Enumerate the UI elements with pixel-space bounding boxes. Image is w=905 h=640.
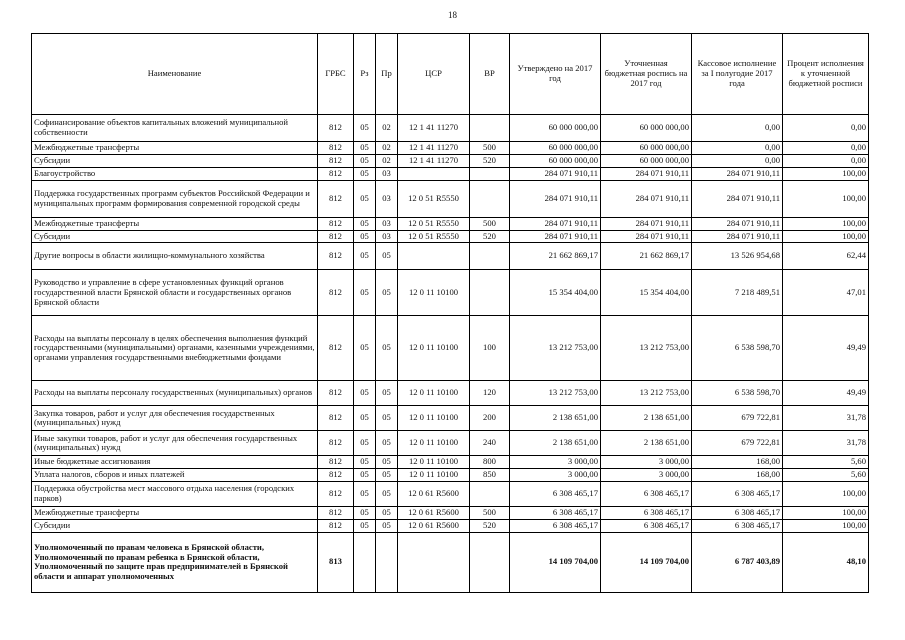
cell-rz: 05 (354, 456, 376, 469)
cell-approved: 13 212 753,00 (510, 316, 601, 381)
cell-percent: 5,60 (783, 469, 869, 482)
cell-cash: 0,00 (692, 142, 783, 155)
header-percent: Процент исполнения к уточненной бюджетной росписи (783, 34, 869, 115)
cell-cash: 6 787 403,89 (692, 532, 783, 592)
table-row (32, 154, 869, 167)
cell-name: Субсидии (32, 154, 318, 167)
cell-pr: 05 (376, 431, 398, 456)
cell-approved: 13 212 753,00 (510, 381, 601, 406)
cell-pr: 05 (376, 270, 398, 316)
header-name: Наименование (32, 34, 318, 115)
table-row (32, 520, 869, 533)
table-row (32, 217, 869, 230)
cell-percent: 49,49 (783, 381, 869, 406)
cell-name: Межбюджетные трансферты (32, 142, 318, 155)
cell-vr (470, 482, 510, 507)
cell-grbs: 812 (318, 482, 354, 507)
table-row (32, 431, 869, 456)
header-cash: Кассовое исполнение за I полугодие 2017 года (692, 34, 783, 115)
cell-refined: 13 212 753,00 (601, 316, 692, 381)
header-pr: Пр (376, 34, 398, 115)
cell-grbs: 812 (318, 243, 354, 270)
cell-pr: 02 (376, 142, 398, 155)
cell-rz: 05 (354, 230, 376, 243)
cell-rz: 05 (354, 217, 376, 230)
cell-name: Расходы на выплаты персоналу государственных (муниципальных) органов (32, 381, 318, 406)
cell-vr: 800 (470, 456, 510, 469)
cell-vr: 500 (470, 507, 510, 520)
cell-grbs: 812 (318, 115, 354, 142)
cell-rz: 05 (354, 243, 376, 270)
cell-vr: 120 (470, 381, 510, 406)
cell-grbs: 812 (318, 431, 354, 456)
cell-vr (470, 532, 510, 592)
cell-refined: 6 308 465,17 (601, 507, 692, 520)
cell-vr (470, 270, 510, 316)
cell-vr (470, 115, 510, 142)
cell-grbs: 812 (318, 456, 354, 469)
cell-name: Руководство и управление в сфере установленных функций органов государственной власти Брянской области и государственных органов Брянской области (32, 270, 318, 316)
cell-vr (470, 180, 510, 217)
cell-approved: 3 000,00 (510, 456, 601, 469)
cell-name: Межбюджетные трансферты (32, 217, 318, 230)
cell-vr: 240 (470, 431, 510, 456)
cell-csr: 12 1 41 11270 (398, 115, 470, 142)
cell-refined: 21 662 869,17 (601, 243, 692, 270)
cell-refined: 284 071 910,11 (601, 180, 692, 217)
table-row (32, 456, 869, 469)
cell-csr: 12 0 11 10100 (398, 456, 470, 469)
cell-rz: 05 (354, 406, 376, 431)
table-row (32, 142, 869, 155)
cell-name: Субсидии (32, 230, 318, 243)
cell-cash: 168,00 (692, 469, 783, 482)
cell-grbs: 812 (318, 381, 354, 406)
cell-cash: 6 538 598,70 (692, 381, 783, 406)
cell-rz: 05 (354, 469, 376, 482)
cell-cash: 168,00 (692, 456, 783, 469)
cell-rz: 05 (354, 115, 376, 142)
cell-vr: 520 (470, 520, 510, 533)
page-number: 18 (448, 10, 457, 20)
table-row (32, 469, 869, 482)
cell-name: Другие вопросы в области жилищно-коммунального хозяйства (32, 243, 318, 270)
cell-vr: 200 (470, 406, 510, 431)
cell-approved: 284 071 910,11 (510, 167, 601, 180)
cell-approved: 2 138 651,00 (510, 406, 601, 431)
cell-refined: 6 308 465,17 (601, 482, 692, 507)
cell-refined: 2 138 651,00 (601, 431, 692, 456)
table-row (32, 180, 869, 217)
cell-name: Уполномоченный по правам человека в Брянской области, Уполномоченный по правам ребенка в Брянской области, Уполномоченный по защите прав предпринимателей в Брянской области и аппарат уполномоченных (32, 532, 318, 592)
cell-percent: 48,10 (783, 532, 869, 592)
cell-vr: 520 (470, 154, 510, 167)
cell-grbs: 812 (318, 230, 354, 243)
header-approved: Утверждено на 2017 год (510, 34, 601, 115)
cell-refined: 3 000,00 (601, 469, 692, 482)
cell-pr: 05 (376, 482, 398, 507)
cell-cash: 679 722,81 (692, 406, 783, 431)
cell-approved: 6 308 465,17 (510, 507, 601, 520)
cell-vr (470, 167, 510, 180)
cell-percent: 100,00 (783, 217, 869, 230)
table-row (32, 532, 869, 592)
table-row (32, 230, 869, 243)
cell-name: Софинансирование объектов капитальных вложений муниципальной собственности (32, 115, 318, 142)
header-rz: Рз (354, 34, 376, 115)
cell-approved: 14 109 704,00 (510, 532, 601, 592)
cell-csr: 12 0 11 10100 (398, 406, 470, 431)
cell-csr: 12 0 11 10100 (398, 381, 470, 406)
cell-cash: 6 538 598,70 (692, 316, 783, 381)
cell-approved: 60 000 000,00 (510, 142, 601, 155)
cell-rz: 05 (354, 142, 376, 155)
cell-grbs: 812 (318, 180, 354, 217)
cell-percent: 0,00 (783, 115, 869, 142)
cell-grbs: 812 (318, 167, 354, 180)
table-row (32, 482, 869, 507)
cell-approved: 3 000,00 (510, 469, 601, 482)
cell-pr (376, 532, 398, 592)
cell-approved: 284 071 910,11 (510, 180, 601, 217)
cell-approved: 60 000 000,00 (510, 154, 601, 167)
cell-approved: 284 071 910,11 (510, 217, 601, 230)
cell-cash: 0,00 (692, 115, 783, 142)
table-row (32, 115, 869, 142)
cell-csr: 12 0 51 R5550 (398, 217, 470, 230)
cell-rz: 05 (354, 381, 376, 406)
cell-grbs: 812 (318, 270, 354, 316)
cell-csr: 12 0 11 10100 (398, 316, 470, 381)
table-row (32, 406, 869, 431)
cell-rz (354, 532, 376, 592)
cell-refined: 15 354 404,00 (601, 270, 692, 316)
cell-rz: 05 (354, 316, 376, 381)
cell-pr: 03 (376, 167, 398, 180)
cell-rz: 05 (354, 154, 376, 167)
table-body (32, 115, 869, 593)
cell-rz: 05 (354, 507, 376, 520)
cell-rz: 05 (354, 520, 376, 533)
cell-approved: 21 662 869,17 (510, 243, 601, 270)
cell-grbs: 812 (318, 316, 354, 381)
cell-name: Межбюджетные трансферты (32, 507, 318, 520)
cell-csr (398, 167, 470, 180)
cell-refined: 3 000,00 (601, 456, 692, 469)
cell-grbs: 812 (318, 142, 354, 155)
cell-name: Поддержка государственных программ субъектов Российской Федерации и муниципальных программ формирования современной городской среды (32, 180, 318, 217)
cell-pr: 05 (376, 406, 398, 431)
cell-percent: 0,00 (783, 154, 869, 167)
cell-name: Субсидии (32, 520, 318, 533)
cell-cash: 0,00 (692, 154, 783, 167)
cell-grbs: 812 (318, 469, 354, 482)
cell-cash: 6 308 465,17 (692, 482, 783, 507)
cell-pr: 05 (376, 243, 398, 270)
cell-rz: 05 (354, 167, 376, 180)
cell-refined: 6 308 465,17 (601, 520, 692, 533)
cell-grbs: 812 (318, 520, 354, 533)
cell-refined: 284 071 910,11 (601, 167, 692, 180)
cell-rz: 05 (354, 270, 376, 316)
cell-name: Закупка товаров, работ и услуг для обеспечения государственных (муниципальных) нужд (32, 406, 318, 431)
cell-grbs: 812 (318, 154, 354, 167)
cell-pr: 03 (376, 230, 398, 243)
cell-refined: 60 000 000,00 (601, 115, 692, 142)
cell-pr: 05 (376, 316, 398, 381)
cell-cash: 284 071 910,11 (692, 230, 783, 243)
cell-percent: 31,78 (783, 406, 869, 431)
cell-csr: 12 0 61 R5600 (398, 520, 470, 533)
cell-percent: 100,00 (783, 167, 869, 180)
cell-refined: 2 138 651,00 (601, 406, 692, 431)
table-header-row (32, 34, 869, 115)
cell-rz: 05 (354, 180, 376, 217)
cell-grbs: 812 (318, 507, 354, 520)
cell-pr: 05 (376, 507, 398, 520)
cell-percent: 100,00 (783, 180, 869, 217)
cell-name: Благоустройство (32, 167, 318, 180)
cell-refined: 284 071 910,11 (601, 217, 692, 230)
cell-csr: 12 0 11 10100 (398, 469, 470, 482)
cell-percent: 49,49 (783, 316, 869, 381)
table-row (32, 381, 869, 406)
cell-pr: 05 (376, 456, 398, 469)
cell-cash: 13 526 954,68 (692, 243, 783, 270)
cell-grbs: 812 (318, 217, 354, 230)
cell-refined: 60 000 000,00 (601, 142, 692, 155)
budget-execution-table (31, 33, 869, 593)
header-csr: ЦСР (398, 34, 470, 115)
cell-rz: 05 (354, 482, 376, 507)
cell-refined: 284 071 910,11 (601, 230, 692, 243)
cell-name: Иные закупки товаров, работ и услуг для обеспечения государственных (муниципальных) нужд (32, 431, 318, 456)
header-refined: Уточненная бюджетная роспись на 2017 год (601, 34, 692, 115)
cell-csr: 12 0 61 R5600 (398, 507, 470, 520)
cell-percent: 100,00 (783, 520, 869, 533)
cell-cash: 679 722,81 (692, 431, 783, 456)
cell-grbs: 813 (318, 532, 354, 592)
cell-csr: 12 0 51 R5550 (398, 230, 470, 243)
cell-percent: 5,60 (783, 456, 869, 469)
cell-cash: 284 071 910,11 (692, 167, 783, 180)
cell-pr: 02 (376, 115, 398, 142)
cell-pr: 05 (376, 469, 398, 482)
cell-cash: 284 071 910,11 (692, 180, 783, 217)
cell-approved: 6 308 465,17 (510, 520, 601, 533)
cell-csr: 12 0 11 10100 (398, 270, 470, 316)
cell-percent: 62,44 (783, 243, 869, 270)
cell-approved: 284 071 910,11 (510, 230, 601, 243)
cell-csr (398, 532, 470, 592)
cell-cash: 7 218 489,51 (692, 270, 783, 316)
cell-pr: 02 (376, 154, 398, 167)
cell-percent: 0,00 (783, 142, 869, 155)
header-vr: ВР (470, 34, 510, 115)
cell-csr: 12 1 41 11270 (398, 142, 470, 155)
cell-rz: 05 (354, 431, 376, 456)
cell-grbs: 812 (318, 406, 354, 431)
table-row (32, 507, 869, 520)
cell-cash: 284 071 910,11 (692, 217, 783, 230)
cell-percent: 100,00 (783, 482, 869, 507)
cell-name: Расходы на выплаты персоналу в целях обеспечения выполнения функций государственными (муниципальными) органами, казенными учреждениями, органами управления государственными внебюджетными фондами (32, 316, 318, 381)
cell-csr: 12 0 61 R5600 (398, 482, 470, 507)
cell-approved: 2 138 651,00 (510, 431, 601, 456)
cell-pr: 05 (376, 520, 398, 533)
cell-percent: 100,00 (783, 507, 869, 520)
table-row (32, 167, 869, 180)
table-row (32, 270, 869, 316)
cell-cash: 6 308 465,17 (692, 507, 783, 520)
cell-approved: 6 308 465,17 (510, 482, 601, 507)
cell-refined: 13 212 753,00 (601, 381, 692, 406)
cell-vr: 850 (470, 469, 510, 482)
cell-pr: 05 (376, 381, 398, 406)
header-grbs: ГРБС (318, 34, 354, 115)
cell-vr: 500 (470, 217, 510, 230)
cell-percent: 100,00 (783, 230, 869, 243)
cell-refined: 60 000 000,00 (601, 154, 692, 167)
cell-vr: 500 (470, 142, 510, 155)
cell-csr: 12 0 11 10100 (398, 431, 470, 456)
cell-csr: 12 1 41 11270 (398, 154, 470, 167)
cell-refined: 14 109 704,00 (601, 532, 692, 592)
cell-name: Иные бюджетные ассигнования (32, 456, 318, 469)
cell-percent: 31,78 (783, 431, 869, 456)
cell-name: Поддержка обустройства мест массового отдыха населения (городских парков) (32, 482, 318, 507)
cell-csr: 12 0 51 R5550 (398, 180, 470, 217)
cell-approved: 60 000 000,00 (510, 115, 601, 142)
cell-approved: 15 354 404,00 (510, 270, 601, 316)
table-row (32, 243, 869, 270)
cell-pr: 03 (376, 180, 398, 217)
cell-vr (470, 243, 510, 270)
cell-name: Уплата налогов, сборов и иных платежей (32, 469, 318, 482)
table-row (32, 316, 869, 381)
cell-vr: 100 (470, 316, 510, 381)
cell-cash: 6 308 465,17 (692, 520, 783, 533)
cell-csr (398, 243, 470, 270)
cell-pr: 03 (376, 217, 398, 230)
cell-vr: 520 (470, 230, 510, 243)
cell-percent: 47,01 (783, 270, 869, 316)
